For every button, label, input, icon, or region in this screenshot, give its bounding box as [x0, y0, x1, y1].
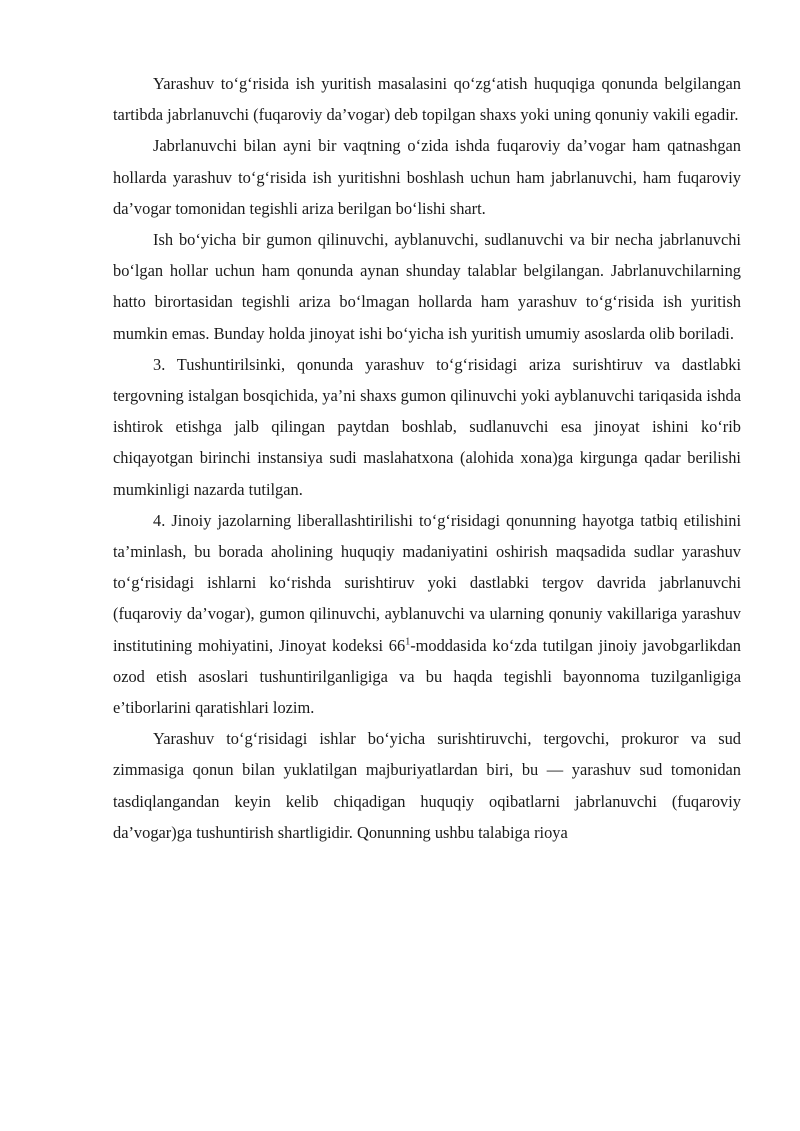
- paragraph-5-text-after: -moddasida ko‘zda tutilgan jinoiy javobgarlikdan ozod etish asoslari tushuntirilganligiga va bu haqda tegishli bayonnoma tuzilganligiga e’tiborlarini qaratishlari lozim.: [113, 635, 741, 718]
- paragraph-5: [113, 505, 741, 723]
- paragraph-2: Jabrlanuvchi bilan ayni bir vaqtning o‘zida ishda fuqaroviy da’vogar ham qatnashgan hollarda yarashuv to‘g‘risida ish yuritishni boshlash uchun ham jabrlanuvchi, ham fuqaroviy da’vogar tomonidan tegishli ariza berilgan bo‘lishi shart.: [113, 136, 741, 218]
- document-page: [113, 68, 741, 848]
- article-superscript: 1: [405, 636, 411, 648]
- paragraph-1: Yarashuv to‘g‘risida ish yuritish masalasini qo‘zg‘atish huquqiga qonunda belgilangan tartibda jabrlanuvchi (fuqaroviy da’vogar) deb topilgan shaxs yoki uning qonuniy vakili egadir.: [113, 74, 741, 125]
- paragraph-6: Yarashuv to‘g‘risidagi ishlar bo‘yicha surishtiruvchi, tergovchi, prokuror va sud zimmasiga qonun bilan yuklatilgan majburiyatlardan biri, bu — yarashuv sud tomonidan tasdiqlangandan keyin kelib chiqadigan huquqiy oqibatlarni jabrlanuvchi (fuqaroviy da’vogar)ga tushuntirish shartligidir. Qonunning ushbu talabiga rioya: [113, 729, 741, 842]
- paragraph-5-text-before: 4. Jinoiy jazolarning liberallashtirilishi to‘g‘risidagi qonunning hayotga tatbiq etilishini ta’minlash, bu borada aholining huquqiy madaniyatini oshirish maqsadida sudlar yarashuv to‘g‘risidagi ishlarni ko‘rishda surishtiruv yoki dastlabki tergov davrida jabrlanuvchi (fuqaroviy da’vogar), gumon qilinuvchi, ayblanuvchi va ularning qonuniy vakillariga yarashuv institutining mohiyatini, Jinoyat kodeksi 66: [113, 510, 741, 655]
- paragraph-3: Ish bo‘yicha bir gumon qilinuvchi, ayblanuvchi, sudlanuvchi va bir necha jabrlanuvchi bo‘lgan hollar uchun ham qonunda aynan shunday talablar belgilangan. Jabrlanuvchilarning hatto birortasidan tegishli ariza bo‘lmagan hollarda ham yarashuv to‘g‘risida ish yuritish mumkin emas. Bunday holda jinoyat ishi bo‘yicha ish yuritish umumiy asoslarda olib boriladi.: [113, 230, 741, 343]
- paragraph-4: 3. Tushuntirilsinki, qonunda yarashuv to‘g‘risidagi ariza surishtiruv va dastlabki tergovning istalgan bosqichida, ya’ni shaxs gumon qilinuvchi yoki ayblanuvchi tariqasida ishda ishtirok etishga jalb qilingan paytdan boshlab, sudlanuvchi esa jinoyat ishini ko‘rib chiqayotgan birinchi instansiya sudi maslahatxona (alohida xona)ga kirgunga qadar berilishi mumkinligi nazarda tutilgan.: [113, 354, 741, 499]
